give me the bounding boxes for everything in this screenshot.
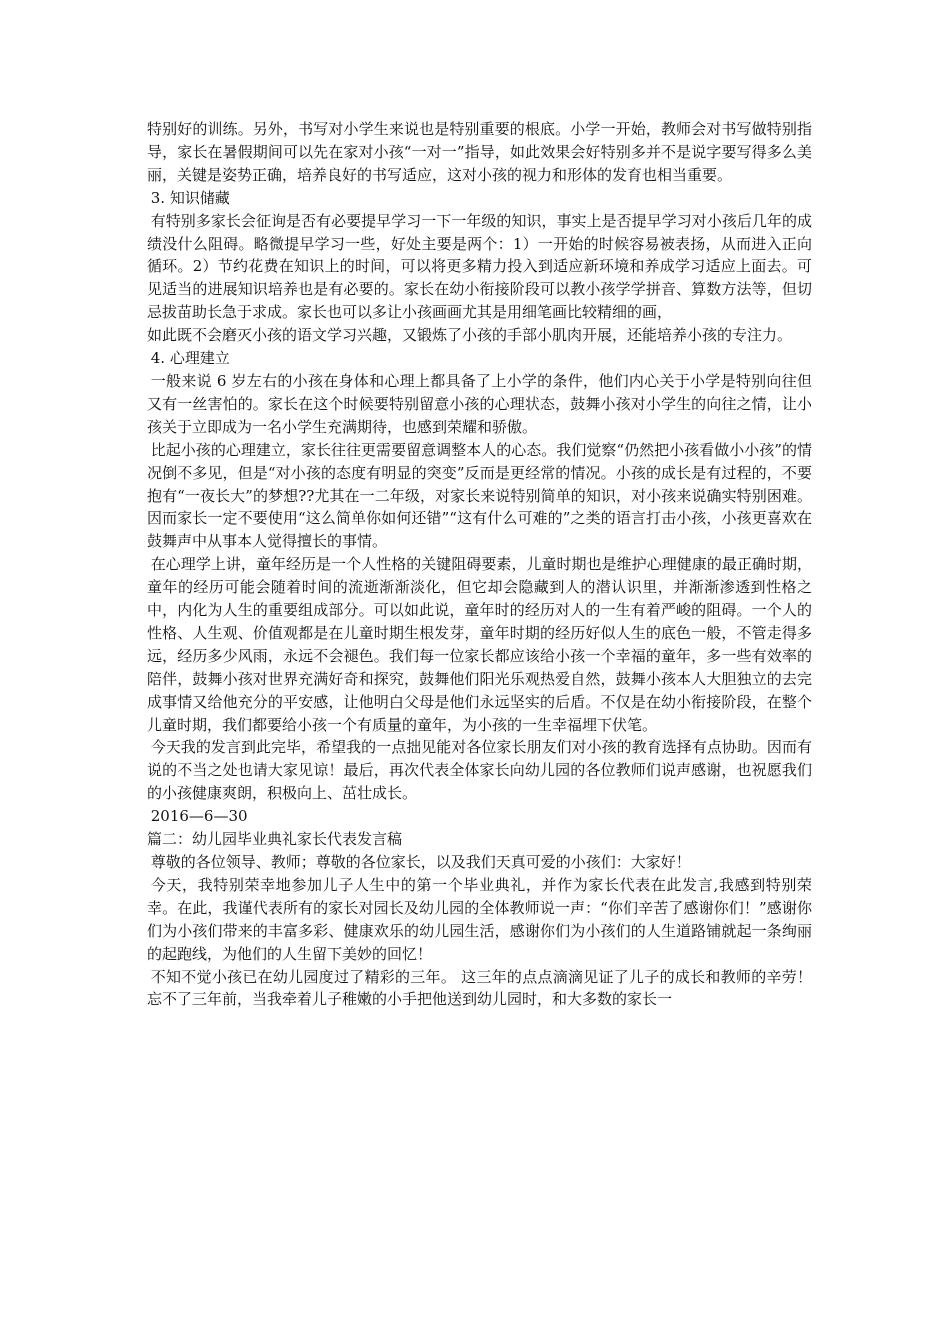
paragraph-closing-remarks: 今天我的发言到此完毕，希望我的一点拙见能对各位家长朋友们对小孩的教育选择有点协助。因而有说的不当之处也请大家见谅！最后，再次代表全体家长向幼儿园的各位教师们说声感谢，也祝愿我们的小孩健康爽朗，积极向上、茁壮成长。 <box>147 738 812 803</box>
paragraph-three-years: 不知不觉小孩已在幼儿园度过了精彩的三年。 这三年的点点滴滴见证了儿子的成长和教师的辛劳！忘不了三年前，当我牵着儿子稚嫩的小手把他送到幼儿园时，和大多数的家长一 <box>147 967 812 1009</box>
paragraph-parent-mindset: 比起小孩的心理建立，家长往往更需要留意调整本人的心态。我们觉察“仍然把小孩看做小小孩”的情况倒不多见，但是“对小孩的态度有明显的突变”反而是更经常的情况。小孩的成长是有过程的，不要抱有“一夜长大”的梦想??尤其在一二年级，对家长来说特别简单的知识，对小孩来说确实特别困难。因而家长一定不要使用“这么简单你如何还错”“这有什么可难的”之类的语言打击小孩，小孩更喜欢在鼓舞声中从事本人觉得擅长的事情。 <box>147 440 812 551</box>
paragraph-writing-training: 特别好的训练。另外，书写对小学生来说也是特别重要的根底。小学一开始，教师会对书写做特别指导，家长在暑假期间可以先在家对小孩“一对一”指导，如此效果会好特别多并不是说字要写得多么美丽，关键是姿势正确，培养良好的书写适应，这对小孩的视力和形体的发育也相当重要。 <box>147 120 812 184</box>
paragraph-gratitude: 今天，我特别荣幸地参加儿子人生中的第一个毕业典礼，并作为家长代表在此发言,我感到特别荣幸。在此，我谨代表所有的家长对园长及幼儿园的全体教师说一声：“你们辛苦了感谢你们！”感谢你们为小孩们带来的丰富多彩、健康欢乐的幼儿园生活，感谢你们为小孩们的人生道路铺就起一条绚丽的起跑线，为他们的人生留下美妙的回忆！ <box>147 875 812 963</box>
heading-psychological-building: 4. 心理建立 <box>150 349 230 368</box>
paragraph-child-mindset: 一般来说 6 岁左右的小孩在身体和心理上都具备了上小学的条件，他们内心关于小学是特别向往但又有一丝害怕的。家长在这个时候要特别留意小孩的心理状态，鼓舞小孩对小学生的向往之情，让小孩关于立即成为一名小学生充满期待，也感到荣耀和骄傲。 <box>147 371 812 436</box>
paragraph-childhood-experience: 在心理学上讲，童年经历是一个人性格的关键阻碍要素，儿童时期也是维护心理健康的最正确时期，童年的经历可能会随着时间的流逝渐渐淡化，但它却会隐藏到人的潜认识里，并渐渐渗透到性格之中，内化为人生的重要组成部分。可以如此说，童年时的经历对人的一生有着严峻的阻碍。一个人的性格、人生观、价值观都是在儿童时期生根发芽，童年时期的经历好似人生的底色一般，不管走得多远，经历多少风雨，永远不会褪色。我们每一位家长都应该给小孩一个幸福的童年，多一些有效率的陪伴，鼓舞小孩对世界充满好奇和探究，鼓舞他们阳光乐观热爱自然，鼓舞小孩本人大胆独立的去完成事情又给他充分的平安感，让他明白父母是他们永远坚实的后盾。不仅是在幼小衔接阶段，在整个儿童时期，我们都要给小孩一个有质量的童年，为小孩的一生幸福埋下伏笔。 <box>147 555 812 734</box>
paragraph-greeting: 尊敬的各位领导、教师；尊敬的各位家长，以及我们天真可爱的小孩们：大家好！ <box>150 853 691 871</box>
document-body <box>147 118 812 1011</box>
paragraph-drawing-benefits: 如此既不会磨灭小孩的语文学习兴趣，又锻炼了小孩的手部小肌肉开展，还能培养小孩的专注力。 <box>147 326 793 345</box>
paragraph-early-learning: 有特别多家长会征询是否有必要提早学习一下一年级的知识，事实上是否提早学习对小孩后几年的成绩没什么阻碍。略微提早学习一些，好处主要是两个：1）一开始的时候容易被表扬，从而进入正向循环。2）节约花费在知识上的时间，可以将更多精力投入到适应新环境和养成学习适应上面去。可见适当的进展知识培养也是有必要的。家长在幼小衔接阶段可以教小孩学学拼音、算数方法等，但切忌拔苗助长急于求成。家长也可以多让小孩画画尤其是用细笔画比较精细的画， <box>147 211 812 322</box>
heading-knowledge-reserve: 3. 知识储藏 <box>150 188 230 207</box>
section-title-part-two: 篇二：幼儿园毕业典礼家长代表发言稿 <box>147 830 403 849</box>
date-line: 2016—6—30 <box>150 807 248 826</box>
